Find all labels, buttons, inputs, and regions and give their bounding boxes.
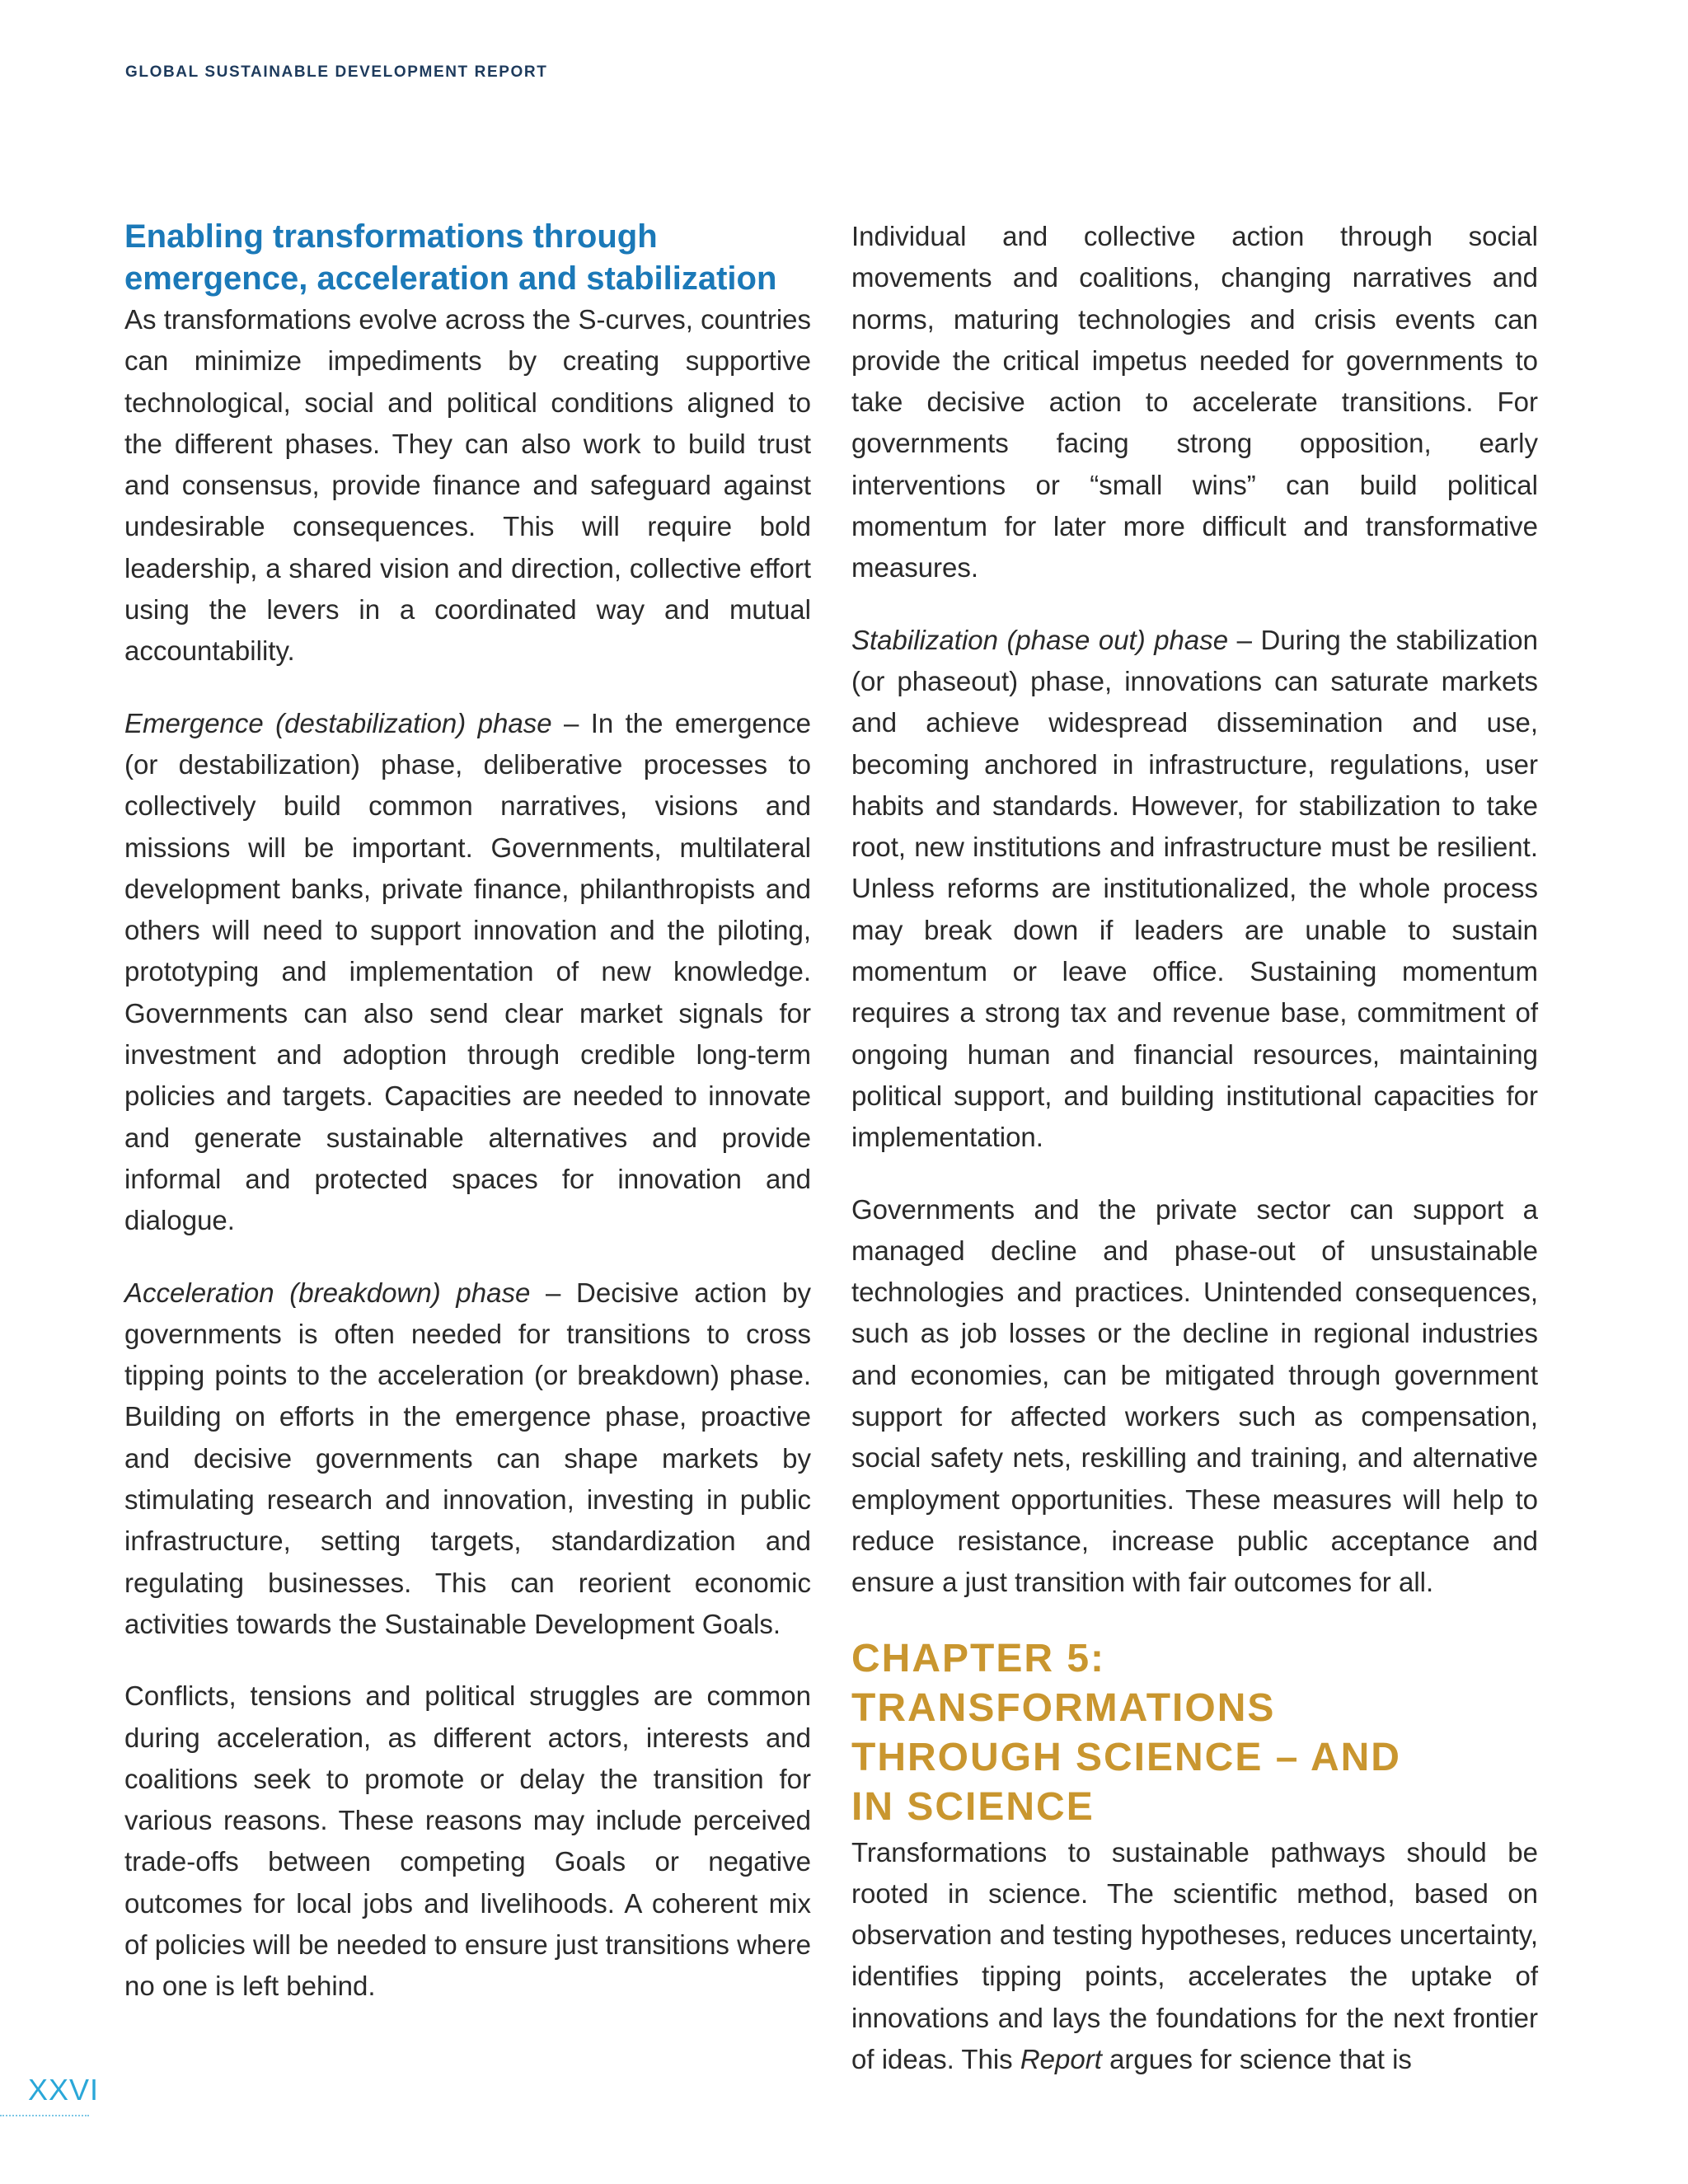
stabilization-paragraph — [851, 620, 1538, 1159]
science-paragraph — [851, 1832, 1538, 2081]
intro-paragraph: As transformations evolve across the S-curves, countries can minimize impediments by creating supportive technological, social and political conditions aligned to the different phases. They can also work to build trust and consensus, provide finance and safeguard against undesirable consequences. This will require bold leadership, a shared vision and direction, collective effort using the levers in a coordinated way and mutual accountability. — [124, 304, 811, 667]
conflicts-paragraph: Conflicts, tensions and political struggles are common during acceleration, as different actors, interests and coalitions seek to promote or delay the transition for various reasons. These reasons may include perceived trade-offs between competing Goals or negative outcomes for local jobs and livelihoods. A coherent mix of policies will be needed to ensure just transitions where no one is left behind. — [124, 1680, 811, 2002]
science-text-before: Transformations to sustainable pathways should be rooted in science. The scientific method, based on observation and testing hypotheses, reduces uncertainty, identifies tipping points, accelerates the uptake of innovations and lays the foundations for the next frontier of ideas. This — [851, 1836, 1538, 2074]
page-number: XXVI — [28, 2073, 100, 2107]
chapter-title-line-1: CHAPTER 5: TRANSFORMATIONS — [851, 1636, 1276, 1730]
section-title-line-1: Enabling transformations through — [124, 218, 658, 255]
phase-out-paragraph: Governments and the private sector can support a managed decline and phase-out of unsustainable technologies and practices. Unintended consequences, such as job losses or the decline in regional industries and economies, can be mitigated through government support for affected workers such as compensation, social safety nets, reskilling and training, and alternative employment opportunities. These measures will help to reduce resistance, increase public acceptance and ensure a just transition with fair outcomes for all. — [851, 1193, 1538, 1598]
right-column — [851, 216, 1538, 2080]
chapter-title-line-2: THROUGH SCIENCE – AND — [851, 1735, 1401, 1779]
page-number-rule — [0, 2115, 89, 2116]
chapter-title-line-3: IN SCIENCE — [851, 1784, 1095, 1829]
emergence-phase-label: Emergence (destabilization) phase — [124, 707, 552, 738]
acceleration-phase-text: – Decisive action by governments is often needed for transitions to cross tipping points to the acceleration (or breakdown) phase. Building on efforts in the emergence phase, proactive and decisive governments can shape markets by stimulating research and innovation, investing in public infrastructure, setting targets, standardization and regulating businesses. This can reorient economic activities towards the Sustainable Development Goals. — [124, 1277, 811, 1639]
section-title-line-2: emergence, acceleration and stabilization — [124, 260, 777, 297]
stabilization-phase-text: – During the stabilization (or phaseout) phase, innovations can saturate markets and achieve widespread dissemination and use, becoming anchored in infrastructure, regulations, user habits and standards. However, for stabilization to take root, new institutions and infrastructure must be resilient. Unless reforms are institutionalized, the whole process may break down if leaders are unable to sustain momentum or leave office. Sustaining momentum requires a strong tax and revenue base, commitment of ongoing human and financial resources, maintaining political support, and building institutional capacities for implementation. — [851, 624, 1538, 1153]
emergence-phase-text: – In the emergence (or destabilization) phase, deliberative processes to collectively build common narratives, visions and missions will be important. Governments, multilateral development banks, private finance, philanthropists and others will need to support innovation and the piloting, prototyping and implementation of new knowledge. Governments can also send clear market signals for investment and adoption through credible long-term policies and targets. Capacities are needed to innovate and generate sustainable alternatives and provide informal and protected spaces for innovation and dialogue. — [124, 707, 811, 1236]
chapter-title — [851, 1634, 1538, 1832]
section-title — [124, 216, 811, 299]
acceleration-paragraph — [124, 1272, 811, 1646]
emergence-paragraph — [124, 703, 811, 1242]
collective-action-paragraph: Individual and collective action through social movements and coalitions, changing narratives and norms, maturing technologies and crisis events can provide the critical impetus needed for governments to take decisive action to accelerate transitions. For governments facing strong opposition, early interventions or “small wins” can build political momentum for later more difficult and transformative measures. — [851, 221, 1538, 583]
left-column — [124, 216, 811, 2008]
running-header: GLOBAL SUSTAINABLE DEVELOPMENT REPORT — [125, 63, 548, 81]
stabilization-phase-label: Stabilization (phase out) phase — [851, 624, 1229, 655]
report-italic: Report — [1020, 2043, 1102, 2074]
science-text-after: argues for science that is — [1101, 2043, 1412, 2074]
acceleration-phase-label: Acceleration (breakdown) phase — [124, 1277, 531, 1308]
